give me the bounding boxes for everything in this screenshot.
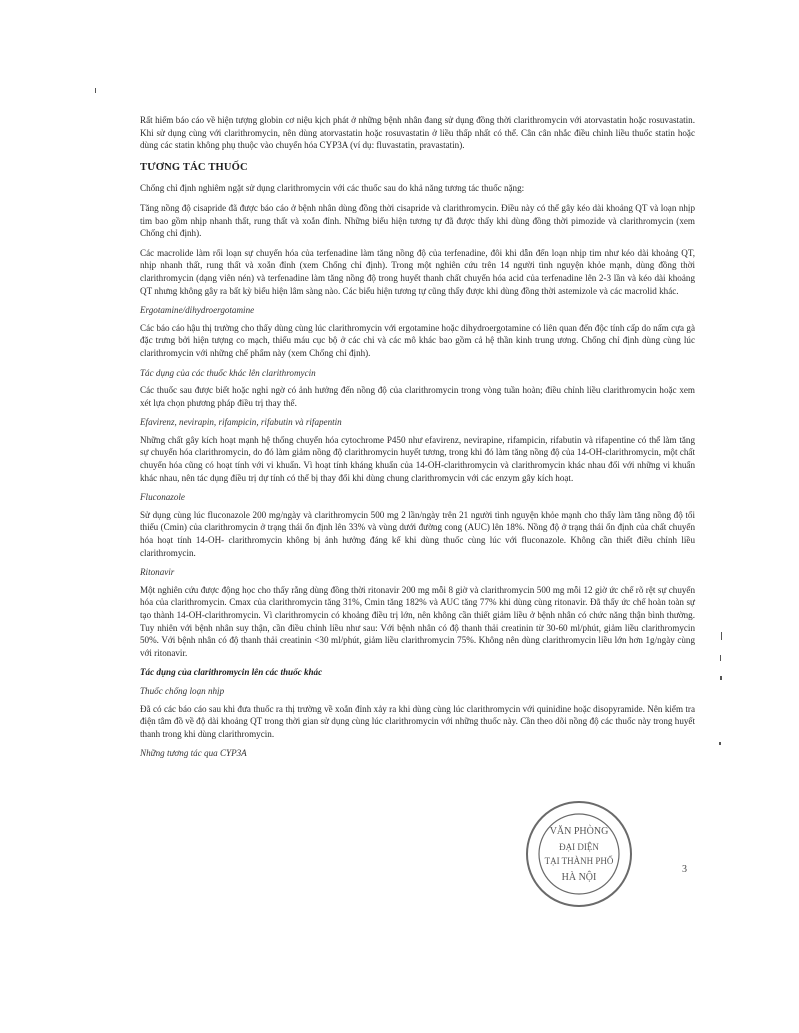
subheading-ritonavir: Ritonavir (140, 567, 175, 578)
paragraph-contraindication-intro: Chống chỉ định nghiêm ngặt sử dụng clarithromycin với các thuốc sau do khả năng tương tác thuốc nặng: (140, 183, 525, 194)
paragraph-terfenadine: Các macrolide làm rối loạn sự chuyển hóa của terfenadine làm tăng nồng độ của terfenadine, đôi khi dẫn đến loạn nhịp tim như kéo dài khoảng QT, nhịp nhanh thất, rung thất và xoắn đỉnh (xem Chống chỉ định). Trong một nghiên cứu trên 14 người tình nguyện khỏe mạnh, dùng đồng thời clarithromycin (dạng viên nén) và terfenadine làm tăng nồng độ trong huyết thanh chất chuyển hóa acid của terfenadine lên 2-3 lần và kéo dài khoảng QT nhưng không gây ra bất kỳ biểu hiện lâm sàng nào. Các biểu hiện tương tự cũng thấy được khi dùng đồng thời astemizole và các macrolid khác. (140, 247, 695, 296)
stamp-text-line4: HÀ NỘI (561, 872, 597, 883)
paragraph-cisapride: Tăng nồng độ cisapride đã được báo cáo ở bệnh nhân dùng đồng thời cisapride và clarithromycin. Điều này có thể gây kéo dài khoảng QT và loạn nhịp tim bao gồm nhịp nhanh thất, rung thất và xoắn đỉnh. Những biểu hiện tương tự đã được thấy khi dùng đồng thời pimozide và clarithromycin (xem Chống chỉ định). (140, 202, 695, 239)
paragraph-statin: Rất hiếm báo cáo về hiện tượng globin cơ niệu kịch phát ở những bệnh nhân đang sử dụng đồng thời clarithromycin với atorvastatin hoặc rosuvastatin. Khi sử dụng cùng với clarithromycin, nên dùng atorvastatin hoặc rosuvastatin ở liều thấp nhất có thể. Cân cân nhắc điều chỉnh liều thuốc statin hoặc dùng các statin không phụ thuộc vào chuyển hóa CYP3A (ví dụ: fluvastatin, pravastatin). (140, 115, 695, 151)
subheading-inducers: Efavirenz, nevirapin, rifampicin, rifabutin và rifapentin (140, 417, 342, 428)
paragraph-other-drugs: Các thuốc sau được biết hoặc nghi ngờ có ảnh hưởng đến nồng độ của clarithromycin trong vòng tuần hoàn; điều chỉnh liều clarithromycin hoặc xem xét lựa chọn phương pháp điều trị thay thế. (140, 385, 695, 408)
stamp-text-line1: VĂN PHÒNG (549, 826, 609, 837)
scan-speck (720, 676, 722, 680)
section-heading-interactions: TƯƠNG TÁC THUỐC (140, 161, 248, 173)
page-number: 3 (682, 864, 687, 875)
stamp-text-line2: ĐẠI DIỆN (559, 842, 599, 852)
paragraph-ergotamine: Các báo cáo hậu thị trường cho thấy dùng cùng lúc clarithromycin với ergotamine hoặc dihydroergotamine có liên quan đến độc tính cấp do nấm cựa gà đặc trưng bởi hiện tượng co mạch, thiếu máu cục bộ ở các chi và các mô khác bao gồm cả hệ thần kinh trung ương. Chống chỉ định dùng cùng lúc clarithromycin với những chế phẩm này (xem Chống chỉ định). (140, 322, 695, 358)
subheading-clarithro-effects: Tác dụng của clarithromycin lên các thuốc khác (140, 667, 323, 678)
subheading-ergotamine: Ergotamine/dihydroergotamine (140, 305, 255, 316)
scan-speck (95, 88, 96, 93)
paragraph-fluconazole: Sử dụng cùng lúc fluconazole 200 mg/ngày và clarithromycin 500 mg 2 lần/ngày trên 21 người tình nguyện khỏe mạnh cho thấy làm tăng nồng độ tối thiểu (Cmin) của clarithromycin ở trạng thái ổn định lên 33% và vùng dưới đường cong (AUC) lên 18%. Nồng độ ở trạng thái ổn định của chất chuyển hóa hoạt tính 14-OH- clarithromycin không bị ảnh hưởng đáng kể khi dùng thuốc cùng lúc với fluconazole. Không cần thiết điều chỉnh liều clarithromycin. (140, 509, 695, 558)
scan-speck (719, 742, 721, 745)
subheading-cyp3a: Những tương tác qua CYP3A (140, 748, 247, 759)
subheading-other-drugs: Tác dụng của các thuốc khác lên clarithromycin (140, 367, 316, 378)
document-body (140, 114, 695, 765)
paragraph-ritonavir: Một nghiên cứu được động học cho thấy rằng dùng đồng thời ritonavir 200 mg mỗi 8 giờ và clarithromycin 500 mg mỗi 12 giờ ức chế rõ rệt sự chuyển hóa của clarithromycin. Cmax của clarithromycin tăng 31%, Cmin tăng 182% và AUC tăng 77% khi dùng cùng ritonavir. Đã thấy ức chế hoàn toàn sự tạo thành 14-OH-clarithromycin. Vì clarithromycin có khoảng điều trị lớn, nên không cần thiết giảm liều ở bệnh nhân có chức năng thận bình thường. Tuy nhiên với bệnh nhân suy thận, cần điều chỉnh liều như sau: Với bệnh nhân có độ thanh thải creatinin từ 30-60 ml/phút, giảm liều clarithromycin 50%. Với bệnh nhân có độ thanh thải creatinin <30 ml/phút, giảm liều clarithromycin 75%. Không nên dùng clarithromycin liều lớn hơn 1g/ngày cùng với ritonavir. (140, 584, 695, 658)
stamp-text-line3: TẠI THÀNH PHỐ (544, 856, 614, 866)
subheading-fluconazole: Fluconazole (140, 492, 185, 503)
office-stamp (523, 798, 635, 910)
subheading-antiarrhythmic: Thuốc chống loạn nhịp (140, 685, 225, 696)
stamp-outer-ring (527, 802, 631, 906)
scan-speck (721, 632, 722, 640)
paragraph-inducers: Những chất gây kích hoạt mạnh hệ thống chuyển hóa cytochrome P450 như efavirenz, nevirapine, rifampicin, rifabutin và rifapentine có thể làm tăng sự chuyển hóa clarithromycin, do đó làm giảm nồng độ clarithromycin huyết tương, trong khi đó làm tăng nồng độ của 14-OH-clarithromycin, một chất chuyển hóa cũng có hoạt tính với vi khuẩn. Vì hoạt tính kháng khuẩn của 14-OH-clarithromycin và clarithromycin khác nhau đối với những vi khuẩn khác nhau, nên tác dụng điều trị dự tính có thể bị thay đổi khi dùng chung clarithromycin với các enzym gây kích hoạt. (140, 434, 695, 483)
paragraph-antiarrhythmic: Đã có các báo cáo sau khi đưa thuốc ra thị trường về xoắn đỉnh xảy ra khi dùng cùng lúc clarithromycin với quinidine hoặc disopyramide. Nên kiểm tra điện tâm đồ về độ dài khoảng QT trong thời gian sử dụng cùng lúc clarithromycin với những thuốc này. Cần theo dõi nồng độ các thuốc này trong huyết thanh trong khi dùng clarithromycin. (140, 703, 695, 739)
scan-speck (720, 655, 721, 661)
